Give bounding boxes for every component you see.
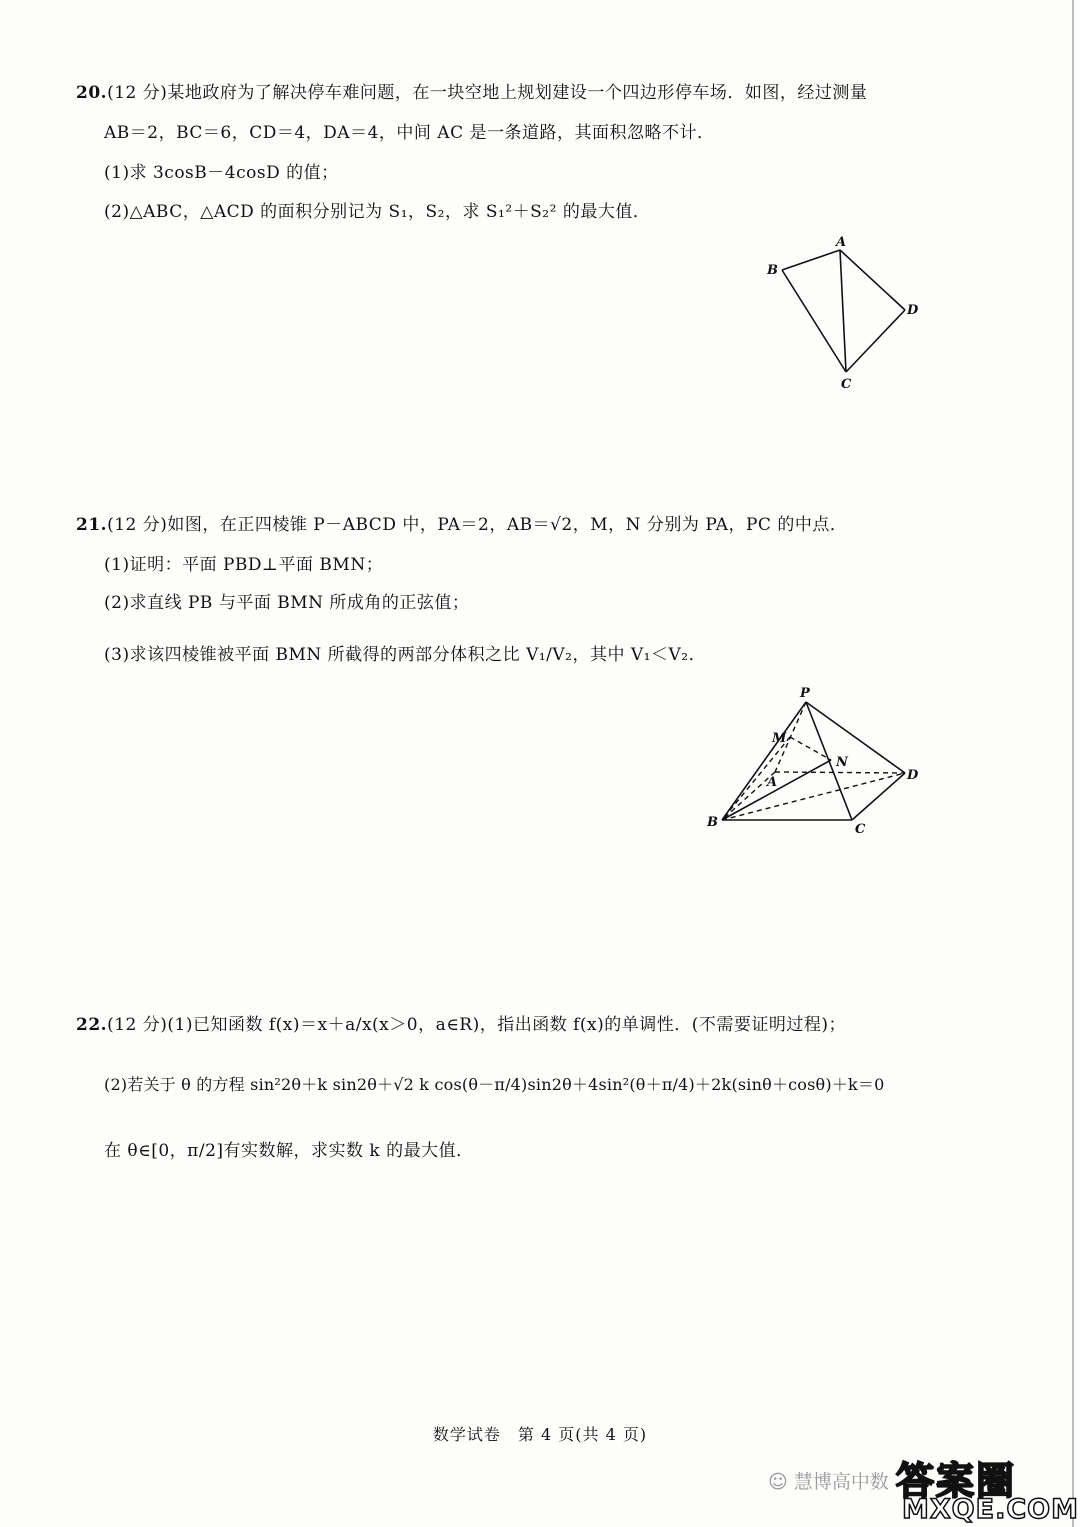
label-D: D [907,768,919,783]
pyramid-figure [700,680,930,840]
question-22-text-1: (12 分)(1)已知函数 f(x)＝x＋a/x(x＞0，a∈R)，指出函数 f(x)的单调性．(不需要证明过程)； [107,1015,847,1035]
label-D: D [907,303,919,318]
question-20-line-1 [76,78,867,103]
wechat-watermark-text: 慧博高中数 [793,1471,889,1493]
edge-CB [782,270,846,372]
question-21-text-1: (12 分)如图，在正四棱锥 P－ABCD 中，PA＝2，AB＝√2，M，N 分别为 PA，PC 的中点． [107,515,848,535]
question-20-number: 20. [76,83,108,103]
label-C: C [841,377,852,392]
edge-AD [775,772,905,773]
label-A: A [767,775,778,790]
question-21-part-2: (2)求直线 PB 与平面 BMN 所成角的正弦值； [104,593,470,613]
edge-DC [846,310,905,372]
wechat-watermark [768,1467,889,1494]
question-21-number: 21. [76,515,108,535]
question-20-text-1: (12 分)某地政府为了解决停车难问题，在一块空地上规划建设一个四边形停车场．如图，经过测量 [107,83,868,103]
label-B: B [767,263,778,278]
site-logo-watermark [896,1450,1079,1525]
question-20-part-1: (1)求 3cosB－4cosD 的值； [104,163,339,183]
edge-AC [840,250,846,372]
question-20-part-2: (2)△ABC，△ACD 的面积分别记为 S₁，S₂，求 S₁²＋S₂² 的最大值． [104,202,651,222]
question-21-line-1 [76,510,847,535]
question-20-line-2: AB＝2，BC＝6，CD＝4，DA＝4，中间 AC 是一条道路，其面积忽略不计． [104,123,715,143]
question-22-part-2: (2)若关于 θ 的方程 sin²2θ＋k sin2θ＋√2 k cos(θ－π/4)sin2θ＋4sin²(θ＋π/4)＋2k(sinθ＋cosθ)＋k＝0 [104,1075,885,1094]
question-22-number: 22. [76,1015,108,1035]
edge-AD [840,250,905,310]
label-A: A [836,235,847,250]
label-C: C [855,822,866,837]
question-21-part-3: (3)求该四棱锥被平面 BMN 所截得的两部分体积之比 V₁/V₂，其中 V₁＜V₂． [104,645,707,665]
segment-BM [722,737,790,820]
question-22-line-1 [76,1010,846,1035]
question-22-part-2-cont: 在 θ∈[0，π/2]有实数解，求实数 k 的最大值． [104,1141,474,1161]
edge-PD [806,702,905,773]
quadrilateral-figure [760,230,930,395]
question-21-part-1: (1)证明：平面 PBD⊥平面 BMN； [104,555,384,575]
label-B: B [707,815,718,830]
label-P: P [800,686,810,701]
logo-chinese-text: 答案圈 [896,1459,1017,1503]
logo-english-text: MXQE.COM [902,1494,1079,1525]
label-M: M [772,731,787,746]
page-edge-line [1072,0,1074,1527]
wechat-icon: ☺ [768,1471,788,1493]
label-N: N [836,755,848,770]
edge-CD [852,773,905,820]
edge-AB [782,250,840,270]
page-footer: 数学试卷 第 4 页(共 4 页) [432,1425,648,1444]
